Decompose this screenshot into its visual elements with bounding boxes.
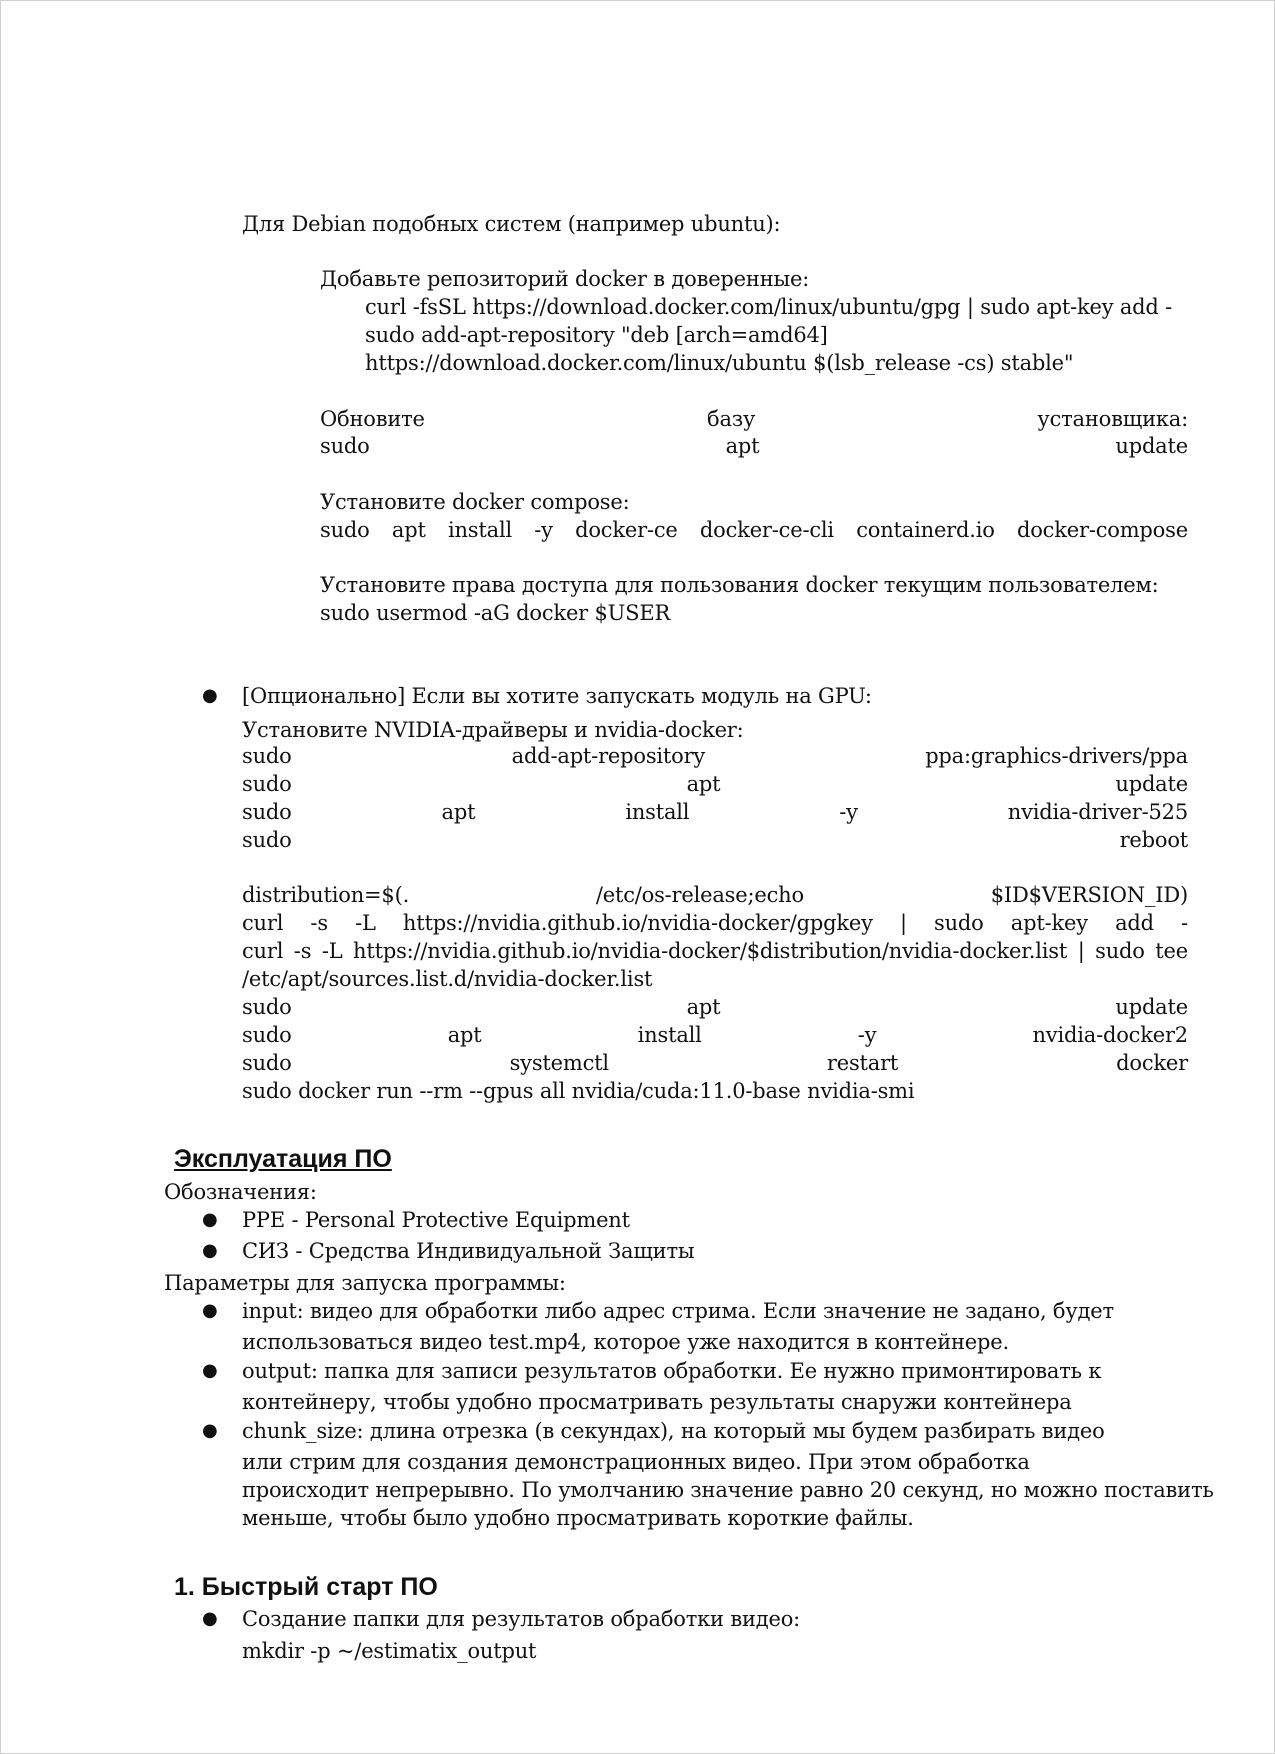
word: apt	[686, 995, 721, 1019]
word: curl	[242, 911, 284, 935]
word: restart	[826, 1051, 899, 1075]
bullet-icon: ●	[202, 1360, 218, 1381]
word: update	[1115, 434, 1188, 458]
word: -y	[534, 518, 553, 542]
word: $ID$VERSION_ID)	[990, 883, 1188, 907]
word: apt	[686, 772, 721, 796]
add-repo-command-2: sudo add-apt-repository "deb [arch=amd64]	[365, 323, 828, 347]
bullet-icon: ●	[202, 1300, 218, 1321]
word: docker-ce	[575, 518, 678, 542]
quickstart-item-1: Создание папки для результатов обработки видео:	[242, 1607, 801, 1631]
gpu-command-7	[242, 937, 1188, 965]
gpu-drivers-label: Установите NVIDIA-драйверы и nvidia-docker:	[242, 718, 744, 742]
param-chunk-line-2: или стрим для создания демонстрационных видео. При этом обработка	[242, 1450, 1030, 1474]
update-command	[320, 432, 1188, 460]
operation-heading: Эксплуатация ПО	[174, 1145, 392, 1173]
word: update	[1115, 995, 1188, 1019]
word: sudo	[242, 744, 292, 768]
word: apt	[447, 1023, 482, 1047]
word: docker-compose	[1016, 518, 1188, 542]
word: curl	[242, 939, 284, 963]
legend-item-ppe: PPE - Personal Protective Equipment	[242, 1208, 630, 1232]
word: containerd.io	[856, 518, 995, 542]
gpu-command-7-continuation: /etc/apt/sources.list.d/nvidia-docker.list	[242, 967, 653, 991]
permissions-label: Установите права доступа для пользования docker текущим пользователем:	[320, 573, 1159, 597]
word: systemctl	[509, 1051, 609, 1075]
gpu-command-1	[242, 742, 1188, 770]
word: базу	[707, 407, 756, 431]
bullet-icon: ●	[202, 1240, 218, 1261]
gpu-command-9	[242, 1021, 1188, 1049]
param-input-line-1: input: видео для обработки либо адрес стрима. Если значение не задано, будет	[242, 1299, 1114, 1323]
gpu-command-6	[242, 909, 1188, 937]
word: sudo	[242, 995, 292, 1019]
gpu-command-8	[242, 993, 1188, 1021]
word: install	[637, 1023, 702, 1047]
word: sudo	[320, 518, 370, 542]
word: sudo	[242, 828, 292, 852]
add-repo-label: Добавьте репозиторий docker в доверенные:	[320, 267, 810, 291]
word: |	[1077, 939, 1085, 963]
word: install	[447, 518, 512, 542]
word: update	[1115, 772, 1188, 796]
gpu-title: [Опционально] Если вы хотите запускать модуль на GPU:	[242, 684, 872, 708]
word: Обновите	[320, 407, 425, 431]
compose-label: Установите docker compose:	[320, 490, 630, 514]
bullet-icon: ●	[202, 1608, 218, 1629]
update-label	[320, 405, 1188, 433]
word: sudo	[934, 911, 984, 935]
word: docker-ce-cli	[699, 518, 834, 542]
word: tee	[1155, 939, 1188, 963]
legend-label: Обозначения:	[164, 1180, 317, 1204]
gpu-command-5	[242, 881, 1188, 909]
gpu-command-3	[242, 798, 1188, 826]
word: apt-key	[1010, 911, 1088, 935]
compose-command	[320, 516, 1188, 544]
gpu-command-11: sudo docker run --rm --gpus all nvidia/cuda:11.0-base nvidia-smi	[242, 1079, 915, 1103]
bullet-icon: ●	[202, 685, 218, 706]
word: nvidia-docker2	[1032, 1023, 1188, 1047]
word: apt	[441, 800, 476, 824]
param-output-line-1: output: папка для записи результатов обработки. Ее нужно примонтировать к	[242, 1359, 1102, 1383]
debian-intro: Для Debian подобных систем (например ubuntu):	[242, 212, 781, 236]
legend-item-siz: СИЗ - Средства Индивидуальной Защиты	[242, 1239, 695, 1263]
word: add	[1115, 911, 1154, 935]
word: https://nvidia.github.io/nvidia-docker/gpgkey	[402, 911, 873, 935]
word: sudo	[242, 772, 292, 796]
word: sudo	[242, 800, 292, 824]
quickstart-item-1-command: mkdir -p ~/estimatix_output	[242, 1639, 537, 1663]
word: установщика:	[1037, 407, 1188, 431]
gpu-command-10	[242, 1049, 1188, 1077]
word: /etc/os-release;echo	[595, 883, 804, 907]
word: nvidia-driver-525	[1007, 800, 1188, 824]
word: sudo	[242, 1051, 292, 1075]
word: https://nvidia.github.io/nvidia-docker/$distribution/nvidia-docker.list	[353, 939, 1068, 963]
word: -y	[857, 1023, 877, 1047]
word: sudo	[320, 434, 370, 458]
word: -y	[839, 800, 858, 824]
param-chunk-line-4: меньше, чтобы было удобно просматривать короткие файлы.	[242, 1506, 914, 1530]
word: apt	[725, 434, 760, 458]
word: -	[1181, 911, 1188, 935]
word: docker	[1116, 1051, 1188, 1075]
word: add-apt-repository	[511, 744, 706, 768]
bullet-icon: ●	[202, 1209, 218, 1230]
add-repo-command-1: curl -fsSL https://download.docker.com/linux/ubuntu/gpg | sudo apt-key add -	[365, 295, 1173, 319]
word: reboot	[1119, 828, 1188, 852]
word: apt	[391, 518, 426, 542]
param-output-line-2: контейнеру, чтобы удобно просматривать результаты снаружи контейнера	[242, 1390, 1072, 1414]
word: -L	[321, 939, 343, 963]
word: -s	[310, 911, 328, 935]
param-chunk-line-1: chunk_size: длина отрезка (в секундах), на который мы будем разбирать видео	[242, 1419, 1105, 1443]
gpu-command-4	[242, 826, 1188, 854]
gpu-command-2	[242, 770, 1188, 798]
param-input-line-2: использоваться видео test.mp4, которое уже находится в контейнере.	[242, 1330, 1009, 1354]
bullet-icon: ●	[202, 1420, 218, 1441]
word: sudo	[242, 1023, 292, 1047]
word: -s	[293, 939, 312, 963]
word: install	[625, 800, 690, 824]
word: distribution=$(.	[242, 883, 410, 907]
word: sudo	[1095, 939, 1145, 963]
add-repo-command-3: https://download.docker.com/linux/ubuntu $(lsb_release -cs) stable"	[365, 351, 1074, 375]
word: -L	[355, 911, 376, 935]
quickstart-heading: 1. Быстрый старт ПО	[174, 1573, 438, 1601]
permissions-command: sudo usermod -aG docker $USER	[320, 601, 671, 625]
word: ppa:graphics-drivers/ppa	[925, 744, 1188, 768]
params-label: Параметры для запуска программы:	[164, 1271, 566, 1295]
word: |	[899, 911, 907, 935]
param-chunk-line-3: происходит непрерывно. По умолчанию значение равно 20 секунд, но можно поставить	[242, 1478, 1214, 1502]
